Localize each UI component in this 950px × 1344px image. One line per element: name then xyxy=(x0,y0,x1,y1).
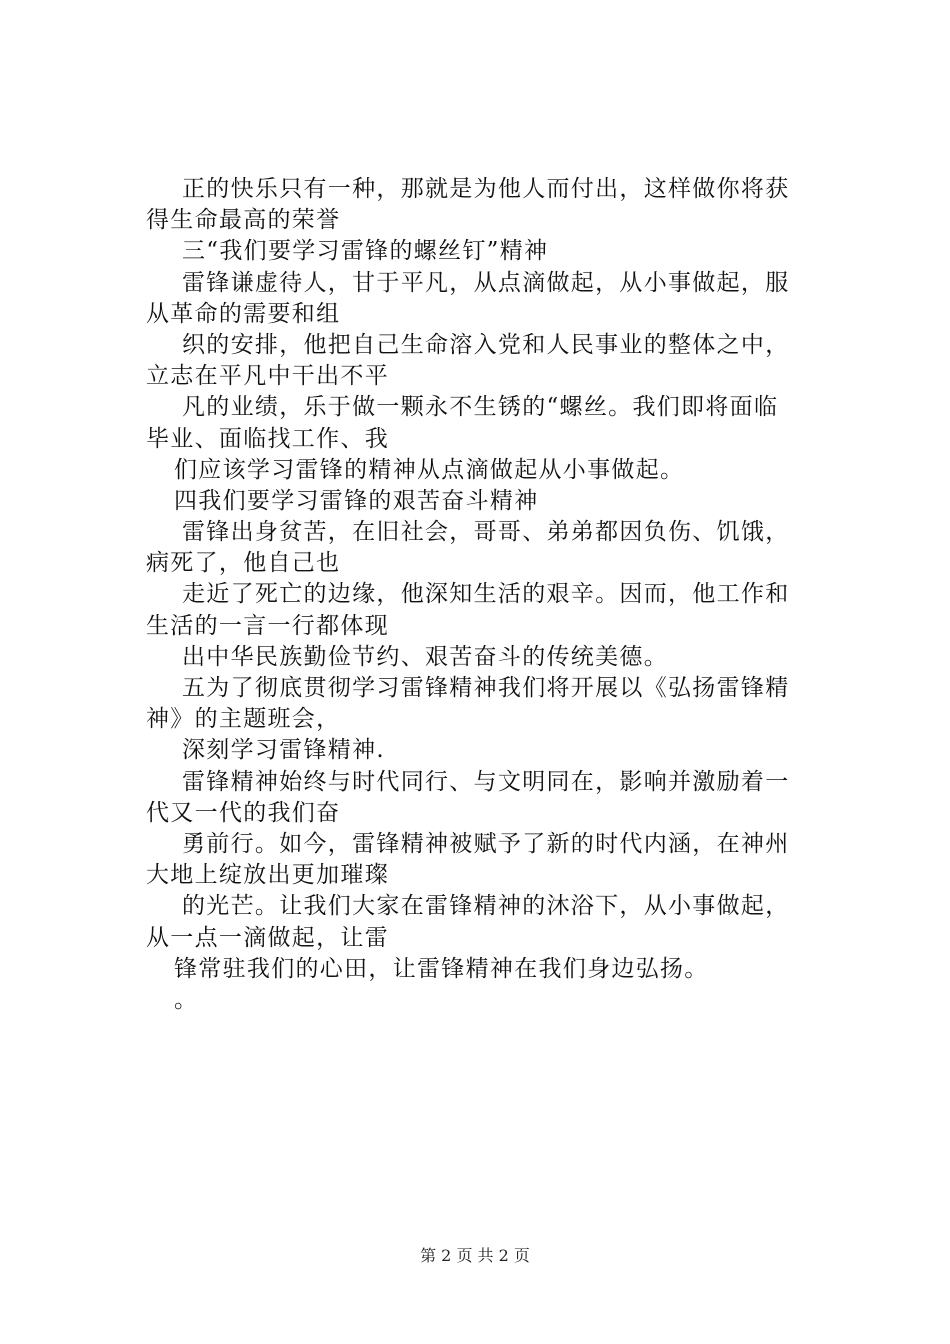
page-footer: 第 2 页 共 2 页 xyxy=(420,1246,530,1265)
text-line: 雷锋谦虚待人，甘于平凡，从点滴做起，从小事做起，服 xyxy=(182,269,790,296)
text-line: 们应该学习雷锋的精神从点滴做起从小事做起。 xyxy=(174,456,685,483)
text-line: 深刻学习雷锋精神. xyxy=(182,737,386,764)
text-line: 正的快乐只有一种，那就是为他人而付出，这样做你将获 xyxy=(182,176,790,202)
text-line: 从一点一滴做起，让雷 xyxy=(146,924,389,951)
text-line: 。 xyxy=(174,986,199,1013)
text-line: 四我们要学习雷锋的艰苦奋斗精神 xyxy=(174,487,539,514)
document-body xyxy=(146,174,836,1016)
text-line: 雷锋出身贫苦，在旧社会，哥哥、弟弟都因负伤、饥饿， xyxy=(182,519,790,546)
text-line: 三“我们要学习雷锋的螺丝钉”精神 xyxy=(182,238,549,265)
text-line: 神》的主题班会， xyxy=(146,706,341,733)
text-line: 立志在平凡中干出不平 xyxy=(146,363,389,390)
text-line: 从革命的需要和组 xyxy=(146,300,341,327)
text-line: 凡的业绩，乐于做一颗永不生锈的“螺丝。我们即将面临 xyxy=(182,394,779,421)
text-line: 锋常驻我们的心田，让雷锋精神在我们身边弘扬。 xyxy=(174,955,709,982)
text-line: 的光芒。让我们大家在雷锋精神的沐浴下，从小事做起， xyxy=(182,893,790,920)
text-line: 织的安排，他把自己生命溶入党和人民事业的整体之中， xyxy=(182,331,790,358)
text-line: 五为了彻底贯彻学习雷锋精神我们将开展以《弘扬雷锋精 xyxy=(182,675,790,701)
text-line: 雷锋精神始终与时代同行、与文明同在，影响并激励着一 xyxy=(182,768,790,795)
text-line: 勇前行。如今，雷锋精神被赋予了新的时代内涵，在神州 xyxy=(182,830,790,857)
text-line: 得生命最高的荣誉 xyxy=(146,207,341,234)
text-line: 代又一代的我们奋 xyxy=(146,799,341,826)
text-line: 大地上绽放出更加璀璨 xyxy=(146,862,389,889)
text-line: 病死了，他自己也 xyxy=(146,550,341,577)
text-line: 走近了死亡的边缘，他深知生活的艰辛。因而，他工作和 xyxy=(182,581,790,608)
text-line: 出中华民族勤俭节约、艰苦奋斗的传统美德。 xyxy=(182,643,668,670)
text-line: 毕业、面临找工作、我 xyxy=(146,425,389,452)
text-line: 生活的一言一行都体现 xyxy=(146,612,389,639)
